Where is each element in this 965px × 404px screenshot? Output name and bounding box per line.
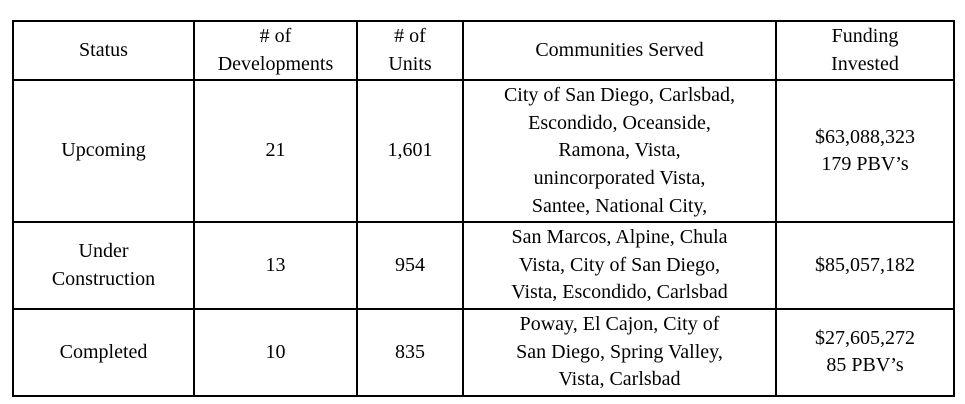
table-row — [13, 222, 954, 309]
cell-text-line: Santee, National City, — [531, 194, 708, 217]
cell-text-line: Communities Served — [535, 38, 704, 61]
table-row — [13, 80, 954, 222]
developments-cell: 10 — [194, 309, 357, 396]
column-header-communities — [463, 21, 776, 80]
cell-text-line: # of — [394, 25, 426, 47]
units-cell: 1,601 — [357, 80, 463, 222]
cell-text-line: Developments — [217, 52, 334, 75]
cell-text-line: Vista, Escondido, Carlsbad — [511, 281, 728, 304]
cell-text-line: San Diego, Spring Valley, — [516, 340, 723, 363]
cell-text-line: Upcoming — [61, 139, 146, 162]
column-header-units — [357, 21, 463, 80]
cell-text-line: Poway, El Cajon, City of — [519, 312, 720, 335]
cell-text-line: Vista, Carlsbad — [558, 368, 681, 391]
housing-status-table — [12, 20, 955, 397]
cell-text-line: Escondido, Oceanside, — [528, 111, 711, 134]
cell-text-line: Status — [79, 38, 128, 61]
cell-text-line: $63,088,323 — [815, 125, 915, 148]
cell-text-line: Invested — [831, 52, 899, 75]
status-cell — [13, 80, 194, 222]
cell-text-line: Funding — [831, 25, 899, 47]
cell-text-line: Under — [78, 239, 129, 262]
units-cell: 835 — [357, 309, 463, 396]
table-row — [13, 309, 954, 396]
funding-cell — [776, 309, 954, 396]
cell-text-line: Ramona, Vista, — [558, 139, 681, 162]
header-row — [13, 21, 954, 80]
column-header-funding — [776, 21, 954, 80]
cell-text-line: $85,057,182 — [815, 253, 915, 276]
units-cell: 954 — [357, 222, 463, 309]
communities-cell — [463, 222, 776, 309]
cell-text-line: Construction — [51, 267, 156, 290]
funding-cell — [776, 222, 954, 309]
cell-text-line: City of San Diego, Carlsbad, — [503, 84, 736, 107]
funding-cell — [776, 80, 954, 222]
cell-text-line: Vista, City of San Diego, — [518, 253, 720, 276]
developments-cell: 13 — [194, 222, 357, 309]
communities-cell — [463, 80, 776, 222]
developments-cell: 21 — [194, 80, 357, 222]
column-header-status — [13, 21, 194, 80]
column-header-developments — [194, 21, 357, 80]
cell-text-line: Units — [388, 52, 432, 75]
cell-text-line: 85 PBV’s — [826, 354, 904, 377]
cell-text-line: 179 PBV’s — [821, 153, 909, 176]
cell-text-line: unincorporated Vista, — [533, 166, 706, 189]
cell-text-line: $27,605,272 — [815, 326, 915, 349]
status-cell — [13, 222, 194, 309]
cell-text-line: San Marcos, Alpine, Chula — [511, 226, 728, 249]
cell-text-line: Completed — [59, 340, 148, 363]
communities-cell — [463, 309, 776, 396]
cell-text-line: # of — [259, 25, 292, 47]
status-cell — [13, 309, 194, 396]
